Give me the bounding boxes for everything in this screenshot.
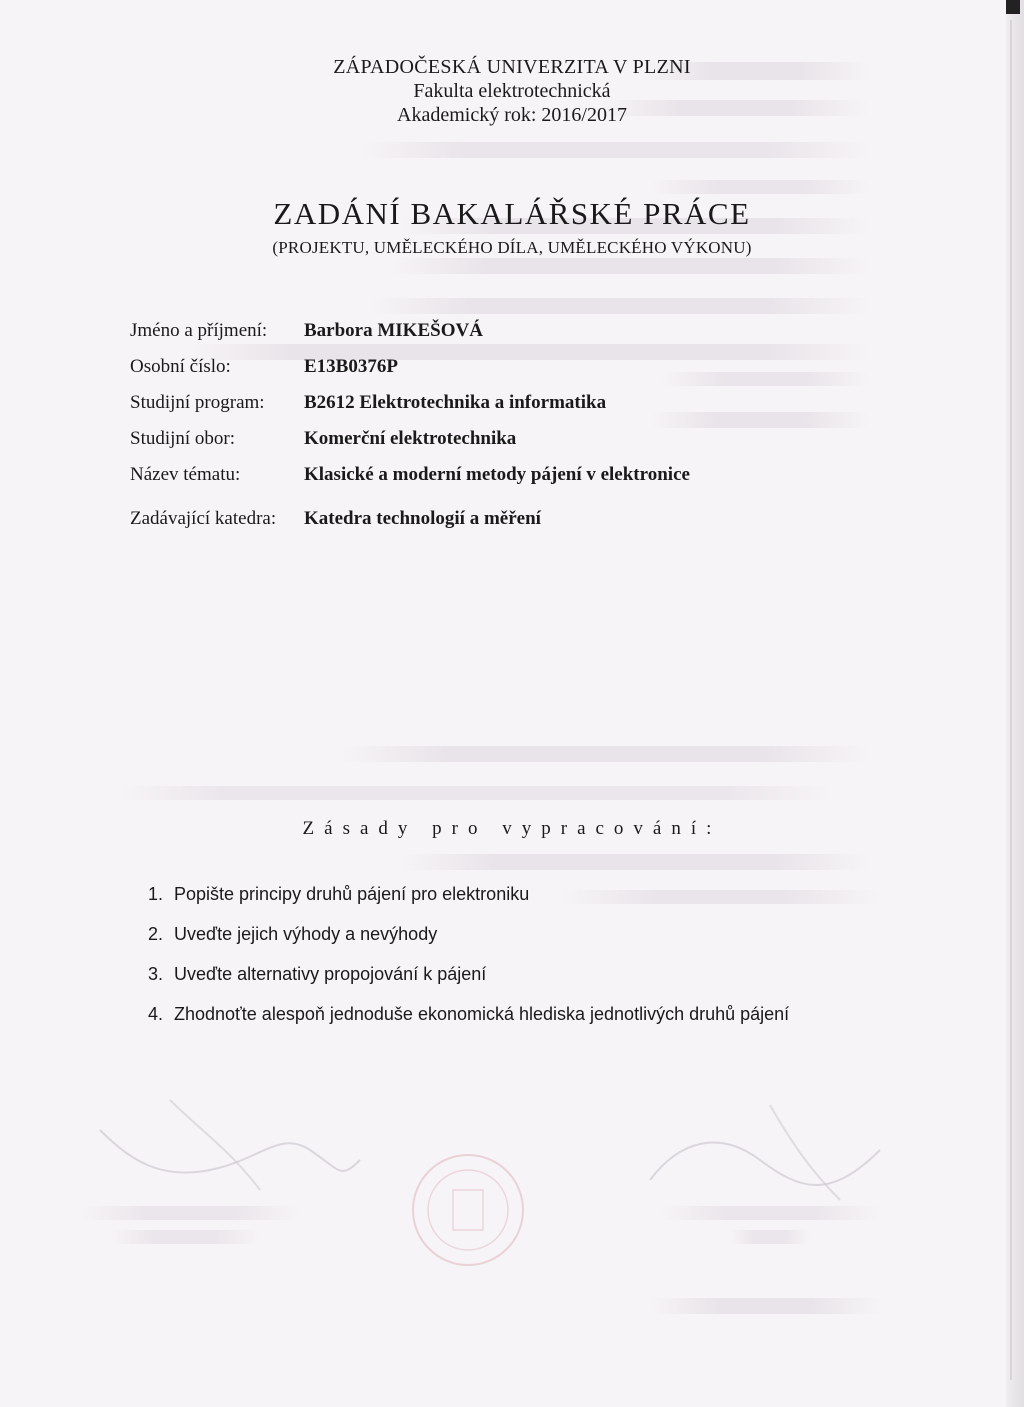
principle-number: 1.: [148, 884, 164, 904]
field-label-study-field: Studijní obor:: [130, 428, 236, 449]
field-value-topic: Klasické a moderní metody pájení v elektronice: [304, 464, 690, 485]
signature-bleed-right: [640, 1100, 900, 1210]
university-stamp-bleed: [408, 1150, 528, 1270]
academic-year-label: Akademický rok:: [397, 104, 537, 126]
field-label-study-program: Studijní program:: [130, 392, 265, 413]
principle-number: 3.: [148, 964, 164, 984]
field-value-study-field: Komerční elektrotechnika: [304, 428, 517, 449]
document-title: ZADÁNÍ BAKALÁŘSKÉ PRÁCE: [273, 196, 751, 231]
principle-text: Zhodnoťte alespoň jednoduše ekonomická hlediska jednotlivých druhů pájení: [174, 1004, 790, 1024]
field-label-topic: Název tématu:: [130, 464, 241, 485]
field-value-department: Katedra technologií a měření: [304, 508, 541, 529]
principle-number: 4.: [148, 1004, 164, 1024]
principle-item: [148, 884, 529, 905]
field-label-personal-number: Osobní číslo:: [130, 356, 231, 377]
faculty-name: Fakulta elektrotechnická: [413, 80, 611, 102]
field-label-department: Zadávající katedra:: [130, 508, 277, 529]
field-label-name: Jméno a příjmení:: [130, 320, 268, 341]
principle-number: 2.: [148, 924, 164, 944]
academic-year-value: 2016/2017: [541, 104, 627, 126]
signature-bleed-left: [90, 1090, 370, 1200]
field-value-study-program: B2612 Elektrotechnika a informatika: [304, 392, 607, 413]
field-value-name: Barbora MIKEŠOVÁ: [304, 320, 483, 341]
academic-year: [0, 104, 1024, 127]
principles-heading: Zásady pro vypracování:: [302, 818, 722, 839]
university-name: ZÁPADOČESKÁ UNIVERZITA V PLZNI: [333, 56, 691, 78]
document-subtitle: (PROJEKTU, UMĚLECKÉHO DÍLA, UMĚLECKÉHO VÝKONU): [272, 238, 752, 257]
principle-item: [148, 1004, 789, 1025]
principle-item: [148, 964, 486, 985]
principle-item: [148, 924, 437, 945]
principle-text: Popište principy druhů pájení pro elektroniku: [174, 884, 530, 904]
scan-corner-mark: [1006, 0, 1020, 14]
principle-text: Uveďte jejich výhody a nevýhody: [174, 924, 438, 944]
principle-text: Uveďte alternativy propojování k pájení: [174, 964, 487, 984]
field-value-personal-number: E13B0376P: [304, 356, 398, 377]
